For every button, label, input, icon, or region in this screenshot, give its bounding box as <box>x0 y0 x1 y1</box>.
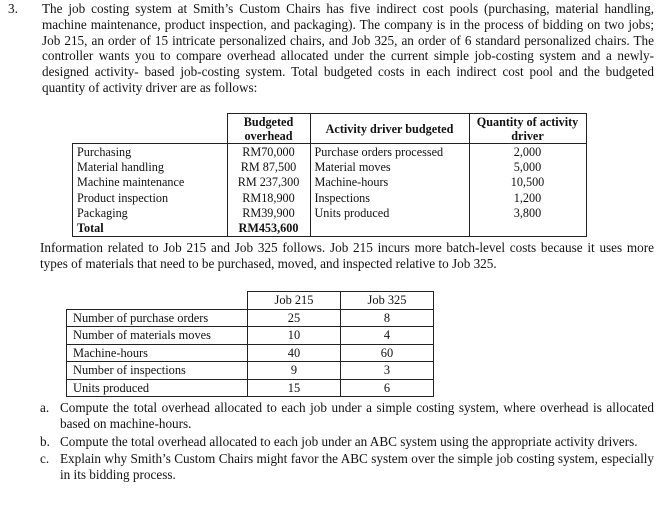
subquestion-text: Explain why Smith’s Custom Chairs might favor the ABC system over the simple job costing system, especially in its bidding process. <box>60 451 654 483</box>
quantity-header: Quantity of activity driver <box>469 114 586 144</box>
table-row <box>67 362 434 380</box>
pool-cell: Material handling <box>73 159 228 174</box>
total-row <box>73 220 587 236</box>
quantity-cell: 5,000 <box>469 159 586 174</box>
pool-header <box>73 114 228 144</box>
row-label: Number of inspections <box>67 362 248 380</box>
overhead-cell: RM 87,500 <box>227 159 310 174</box>
subquestion-letter: c. <box>40 451 50 467</box>
job-info-paragraph: Information related to Job 215 and Job 325 follows. Job 215 incurs more batch-level costs because it uses more types of materials that need to be purchased, moved, and inspected relative to Job 325. <box>40 240 654 271</box>
job-325-cell: 6 <box>341 379 434 397</box>
driver-cell: Units produced <box>310 205 469 220</box>
table-row <box>67 327 434 345</box>
table-row <box>73 190 587 205</box>
row-label: Units produced <box>67 379 248 397</box>
job-215-cell: 40 <box>248 344 341 362</box>
job-215-header: Job 215 <box>248 292 341 310</box>
total-overhead: RM453,600 <box>227 220 310 236</box>
job-325-header: Job 325 <box>341 292 434 310</box>
subquestion-a <box>40 400 654 432</box>
pool-cell: Product inspection <box>73 190 228 205</box>
driver-cell: Purchase orders processed <box>310 144 469 160</box>
subquestion-b <box>40 434 654 450</box>
row-label: Number of purchase orders <box>67 309 248 327</box>
table-row <box>67 344 434 362</box>
question-number: 3. <box>8 1 18 16</box>
driver-cell: Inspections <box>310 190 469 205</box>
table-header-row <box>67 292 434 310</box>
driver-cell: Machine-hours <box>310 175 469 190</box>
quantity-cell: 10,500 <box>469 175 586 190</box>
job-215-cell: 25 <box>248 309 341 327</box>
job-325-cell: 8 <box>341 309 434 327</box>
subquestion-letter: b. <box>40 433 50 449</box>
pool-cell: Purchasing <box>73 144 228 160</box>
total-quantity-cell <box>469 220 586 236</box>
question-intro <box>8 1 654 96</box>
total-driver-cell <box>310 220 469 236</box>
quantity-cell: 2,000 <box>469 144 586 160</box>
total-label: Total <box>73 220 228 236</box>
pool-cell: Machine maintenance <box>73 175 228 190</box>
subquestion-text: Compute the total overhead allocated to each job under a simple costing system, where overhead is allocated based on machine-hours. <box>60 400 654 431</box>
pool-cell: Packaging <box>73 205 228 220</box>
job-325-cell: 3 <box>341 362 434 380</box>
job-data-table <box>66 291 434 397</box>
job-325-cell: 4 <box>341 327 434 345</box>
job-325-cell: 60 <box>341 344 434 362</box>
job-215-cell: 9 <box>248 362 341 380</box>
overhead-cell: RM18,900 <box>227 190 310 205</box>
table-row <box>67 309 434 327</box>
table-header-row <box>73 114 587 144</box>
row-label: Machine-hours <box>67 344 248 362</box>
job-215-cell: 10 <box>248 327 341 345</box>
table-row <box>67 379 434 397</box>
table-row <box>73 144 587 160</box>
row-label: Number of materials moves <box>67 327 248 345</box>
table-row <box>73 175 587 190</box>
subquestion-list <box>40 400 654 485</box>
subquestion-text: Compute the total overhead allocated to each job under an ABC system using the appropriate activity drivers. <box>60 433 638 449</box>
job-215-cell: 15 <box>248 379 341 397</box>
overhead-header: Budgeted overhead <box>227 114 310 144</box>
overhead-cell: RM39,900 <box>227 205 310 220</box>
driver-cell: Material moves <box>310 159 469 174</box>
label-header <box>67 292 248 310</box>
table-row <box>73 205 587 220</box>
subquestion-c <box>40 451 654 483</box>
quantity-cell: 3,800 <box>469 205 586 220</box>
question-text: The job costing system at Smith’s Custom Chairs has five indirect cost pools (purchasing, material handling, machine maintenance, product inspection, and packaging). The company is in the process of bidding on two jobs; Job 215, an order of 15 intricate personalized chairs, and Job 325, an order of 6 standard personalized chairs. The controller wants you to compare overhead allocated under the current simple job-costing system and a newly-designed activity- based job-costing system. Total budgeted costs in each indirect cost pool and the budgeted quantity of activity driver are as follows: <box>42 1 654 95</box>
subquestion-letter: a. <box>40 400 50 415</box>
overhead-cell: RM70,000 <box>227 144 310 160</box>
table-row <box>73 159 587 174</box>
cost-pool-table <box>72 113 587 237</box>
overhead-cell: RM 237,300 <box>227 175 310 190</box>
driver-header: Activity driver budgeted <box>310 114 469 144</box>
quantity-cell: 1,200 <box>469 190 586 205</box>
